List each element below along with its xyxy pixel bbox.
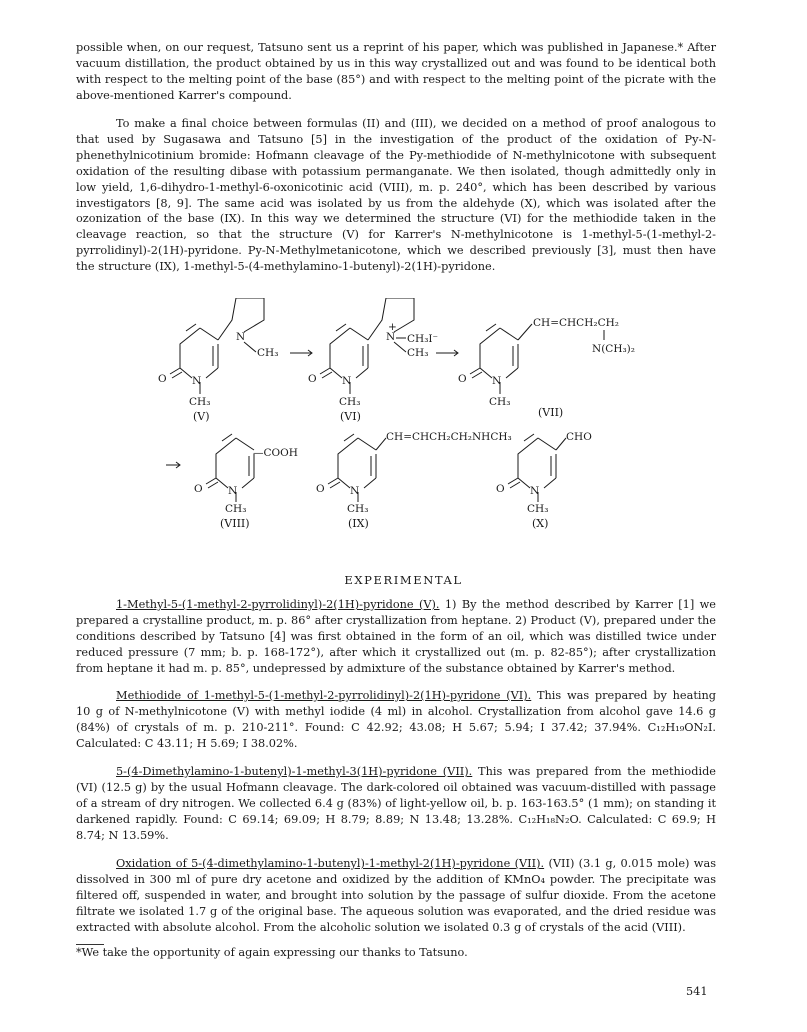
structure-x bbox=[496, 431, 592, 530]
structure-v bbox=[158, 298, 278, 423]
x-ring-n: N bbox=[530, 485, 540, 497]
v-nmethyl-label: CH₃ bbox=[189, 396, 211, 408]
label-vii: (VII) bbox=[538, 406, 564, 419]
viii-carboxyl: —COOH bbox=[253, 447, 298, 459]
x-oxygen: O bbox=[496, 483, 505, 495]
paragraph-structure-proof: To make a final choice between formulas (II) and (III), we decided on a method of proof analogous to that used by Sugasawa and Tatsuno [5] in the investigation of the product of the oxidation of Py-N-phenethylnicotinium bromide: Hofmann cleavage of the Py-methiodide of N-methylnicotone with subsequent oxidation of the resulting dibase with potassium permanganate. We then isolated, though admittedly only in low yield, 1,6-dihydro-1-methyl-6-oxonicotinic acid (VIII), m. p. 240°, which has been described by various investigators [8, 9]. The same acid was isolated by us from the aldehyde (X), which was isolated after the ozonization of the base (IX). In this way we determined the structure (VI) for the methiodide taken in the cleavage reaction, so that the structure (V) for Karrer's N-methylnicotone is 1-methyl-5-(1-methyl-2-pyrrolidinyl)-2(1H)-pyridone. Py-N-Methylmetanicotone, which we described previously [3], must then have the structure (IX), 1-methyl-5-(4-methylamino-1-butenyl)-2(1H)-pyridone. bbox=[76, 117, 716, 274]
experimental-paragraph-oxidation bbox=[76, 856, 716, 936]
experimental-body-vi: This was prepared by heating 10 g of N-methylnicotone (V) with methyl iodide (4 ml) in alcohol. Crystallization from alcohol gave 14.6 g (84%) of crystals of m. p. 210-211°. Found: C 42.92; 43.08; H 5.67; 5.94; I 37.42; 37.94%. C₁₂H₁₉ON₂I. Calculated: C 43.11; H 5.69; I 38.02%. bbox=[76, 689, 716, 750]
experimental-body-oxidation: (VII) (3.1 g, 0.015 mole) was dissolved in 300 ml of pure dry acetone and oxidized by the addition of KMnO₄ powder. The precipitate was filtered off, suspended in water, and brought into solution by the passage of sulfur dioxide. From the acetone filtrate we isolated 1.7 g of the original base. The aqueous solution was evaporated, and the dried residue was extracted with absolute alcohol. From the alcoholic solution we isolated 0.3 g of crystals of the acid (VIII). bbox=[76, 857, 717, 934]
vii-dimethylamino: N(CH₃)₂ bbox=[592, 343, 635, 355]
viii-oxygen: O bbox=[194, 483, 203, 495]
vii-oxygen: O bbox=[458, 373, 467, 385]
viii-nmethyl-label: CH₃ bbox=[225, 503, 247, 515]
vi-oxygen: O bbox=[308, 373, 317, 385]
experimental-paragraph-vi bbox=[76, 688, 716, 752]
vi-nmethyl-label: CH₃ bbox=[339, 396, 361, 408]
compound-title-vii: 5-(4-Dimethylamino-1-butenyl)-1-methyl-3(1H)-pyridone (VII). bbox=[116, 765, 473, 778]
experimental-body-vii: This was prepared from the methiodide (VI) (12.5 g) by the usual Hofmann cleavage. The dark-colored oil obtained was vacuum-distilled with passage of a stream of dry nitrogen. We collected 6.4 g (83%) of light-yellow oil, b. p. 163-163.5° (1 mm); on standing it darkened rapidly. Found: C 69.14; 69.09; H 8.79; 8.89; N 13.48; 13.28%. C₁₂H₁₈N₂O. Calculated: C 69.9; H 8.74; N 13.59%. bbox=[76, 765, 716, 842]
label-viii: (VIII) bbox=[220, 517, 250, 530]
compound-title-v: 1-Methyl-5-(1-methyl-2-pyrrolidinyl)-2(1H)-pyridone (V). bbox=[116, 598, 440, 611]
structure-viii bbox=[194, 434, 298, 530]
ix-ring-n: N bbox=[350, 485, 360, 497]
v-ring-n-pyridone: N bbox=[192, 375, 202, 387]
viii-ring-n: N bbox=[228, 485, 238, 497]
vi-ring-n-pyrrolidinium: N bbox=[386, 331, 396, 343]
v-n-methyl: CH₃ bbox=[257, 347, 279, 359]
label-ix: (IX) bbox=[348, 517, 369, 530]
paragraph-continuation: possible when, on our request, Tatsuno sent us a reprint of his paper, which was published in Japanese.* After vacuum distillation, the product obtained by us in this way crystallized out and was found to be identical both with respect to the melting point of the base (85°) and with respect to the melting point of the picrate with the above-mentioned Karrer's compound. bbox=[76, 41, 716, 102]
vii-ring-n: N bbox=[492, 375, 502, 387]
experimental-body-v: 1) By the method described by Karrer [1] we prepared a crystalline product, m. p. 86° after crystallization from heptane. 2) Product (V), prepared under the conditions described by Tatsuno [4] was first obtained in the form of an oil, which was distilled twice under reduced pressure (7 mm; b. p. 168-172°), after which it crystallized out (m. p. 82-85°); after crystallization from heptane it had m. p. 85°, undepressed by admixture of the substance obtained by Karrer's method. bbox=[76, 598, 716, 675]
ix-nmethyl-label: CH₃ bbox=[347, 503, 369, 515]
structure-vii bbox=[458, 317, 635, 419]
vi-ch3i: CH₃I⁻ bbox=[407, 333, 439, 345]
label-v: (V) bbox=[193, 410, 210, 423]
label-x: (X) bbox=[532, 517, 549, 530]
reaction-scheme bbox=[140, 298, 660, 533]
vi-n-plus: + bbox=[388, 321, 397, 333]
footnote-rule bbox=[76, 944, 104, 945]
ix-side-chain: CH=CHCH₂CH₂NHCH₃ bbox=[386, 431, 512, 443]
structure-vi bbox=[308, 298, 438, 423]
ix-oxygen: O bbox=[316, 483, 325, 495]
structure-ix bbox=[316, 431, 512, 530]
vii-side-chain: CH=CHCH₂CH₂ bbox=[533, 317, 619, 329]
page-number: 541 bbox=[686, 985, 708, 998]
x-aldehyde: CHO bbox=[566, 431, 592, 443]
experimental-paragraph-v bbox=[76, 597, 716, 677]
footnote: *We take the opportunity of again expressing our thanks to Tatsuno. bbox=[76, 946, 468, 959]
v-ring-n-pyrrolidine: N bbox=[236, 331, 246, 343]
experimental-paragraph-vii bbox=[76, 764, 716, 844]
vii-nmethyl-label: CH₃ bbox=[489, 396, 511, 408]
compound-title-oxidation: Oxidation of 5-(4-dimethylamino-1-butenyl)-1-methyl-2(1H)-pyridone (VII). bbox=[116, 857, 545, 870]
section-heading-experimental: EXPERIMENTAL bbox=[344, 573, 463, 587]
vi-n-methyl: CH₃ bbox=[407, 347, 429, 359]
x-nmethyl-label: CH₃ bbox=[527, 503, 549, 515]
label-vi: (VI) bbox=[340, 410, 361, 423]
v-oxygen: O bbox=[158, 373, 167, 385]
vi-ring-n-pyridone: N bbox=[342, 375, 352, 387]
compound-title-vi: Methiodide of 1-methyl-5-(1-methyl-2-pyrrolidinyl)-2(1H)-pyridone (VI). bbox=[116, 689, 532, 702]
